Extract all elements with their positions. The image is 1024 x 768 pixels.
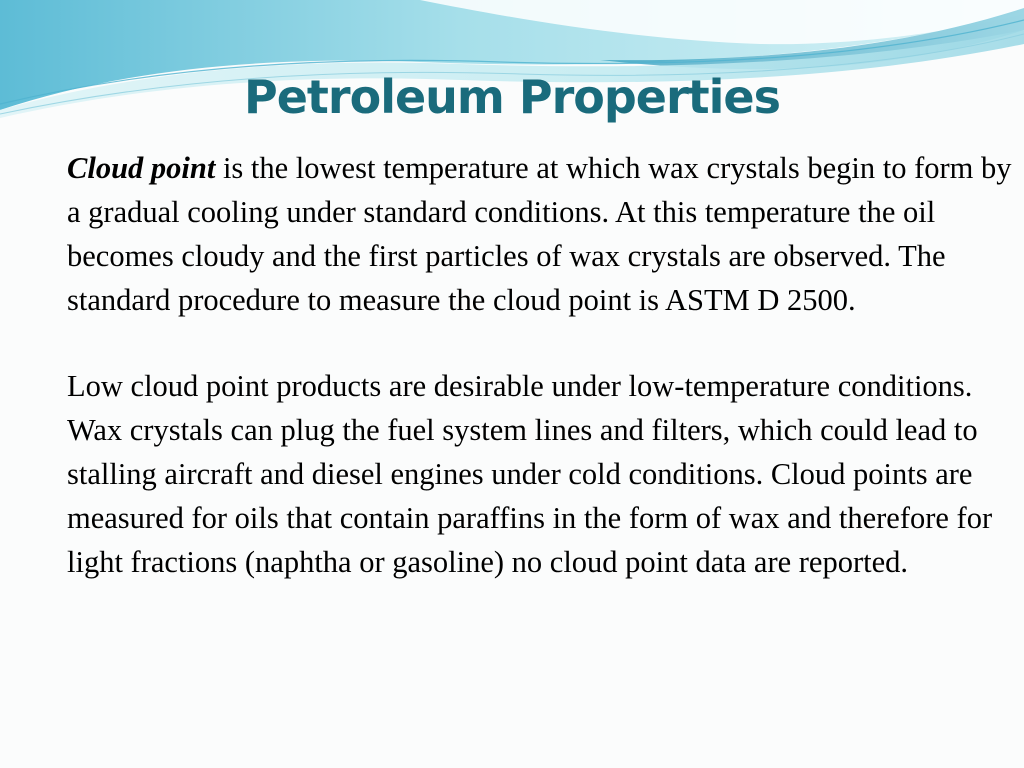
term-cloud-point: Cloud point	[67, 151, 216, 185]
paragraph-1-text: is the lowest temperature at which wax crystals begin to form by a gradual cooling under standard conditions. At this temperature the oil becomes cloudy and the first particles of wax crystals are observed. The standard procedure to measure the cloud point is ASTM D 2500.	[67, 151, 1012, 317]
paragraph-low-cloud-point: Low cloud point products are desirable under low-temperature conditions. Wax crystals can plug the fuel system lines and filters, which could lead to stalling aircraft and diesel engines under cold conditions. Cloud points are measured for oils that contain paraffins in the form of wax and therefore for light fractions (naphtha or gasoline) no cloud point data are reported.	[67, 369, 993, 579]
page-title: Petroleum Properties	[244, 70, 780, 124]
slide-body	[67, 146, 1017, 584]
paragraph-cloud-point-definition	[67, 146, 1017, 322]
